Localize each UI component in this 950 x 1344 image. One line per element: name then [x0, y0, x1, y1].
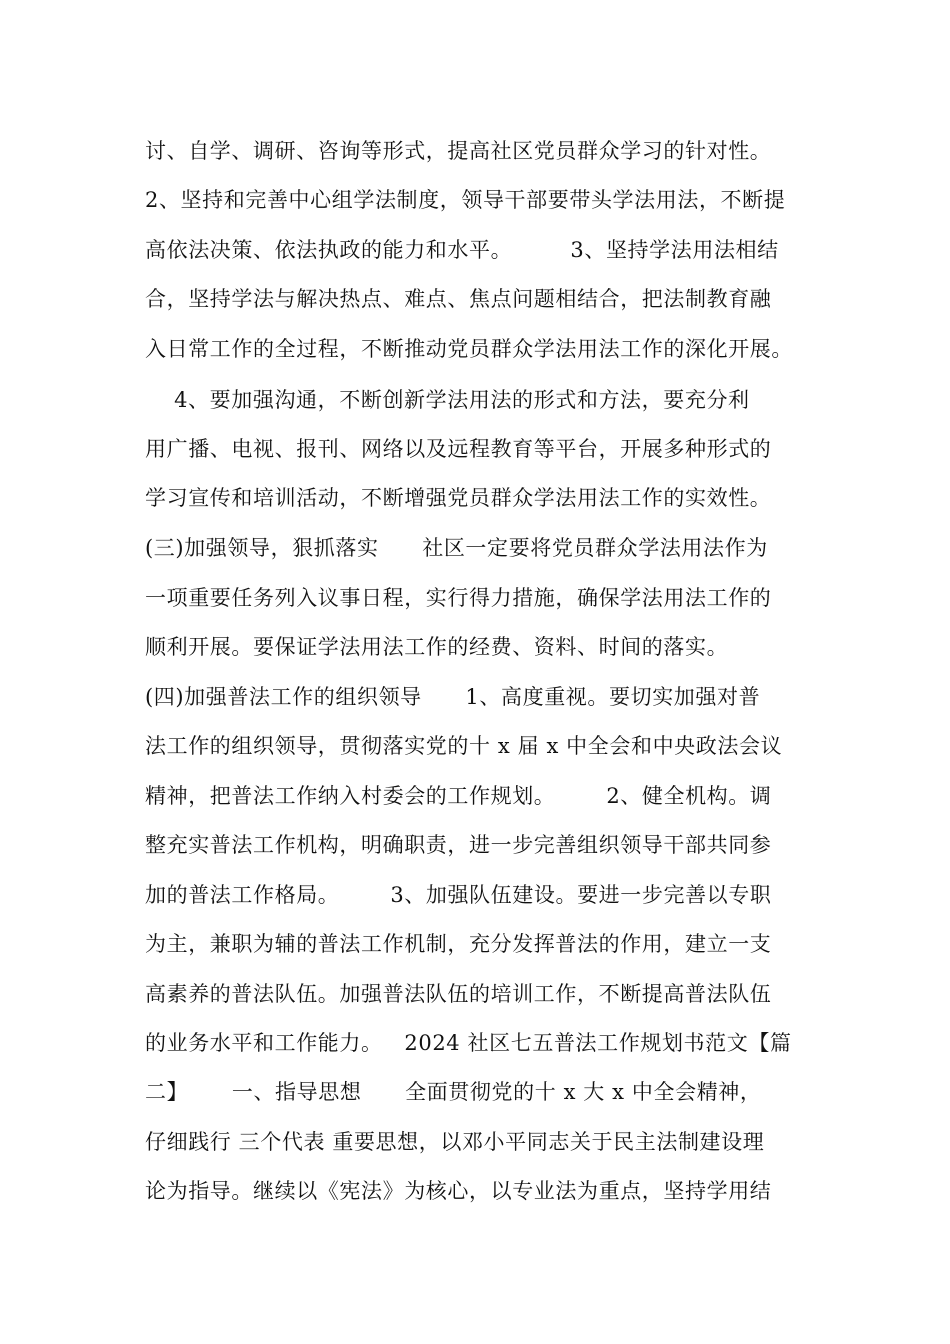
text-line: 二】 一、指导思想 全面贯彻党的十 x 大 x 中全会精神，: [145, 1080, 762, 1104]
text-line: (四)加强普法工作的组织领导 1、高度重视。要切实加强对普: [145, 685, 761, 709]
text-line: 高素养的普法队伍。加强普法队伍的培训工作，不断提高普法队伍: [145, 982, 772, 1006]
text-line: 仔细践行 三个代表 重要思想，以邓小平同志关于民主法制建设理: [145, 1130, 765, 1154]
text-line: 2、坚持和完善中心组学法制度，领导干部要带头学法用法，不断提: [145, 188, 786, 212]
text-line: 合，坚持学法与解决热点、难点、焦点问题相结合，把法制教育融: [145, 287, 772, 311]
text-line: 的业务水平和工作能力。 2024 社区七五普法工作规划书范文【篇: [145, 1031, 792, 1055]
text-line: 法工作的组织领导，贯彻落实党的十 x 届 x 中全会和中央政法会议: [145, 734, 783, 758]
text-line: (三)加强领导，狠抓落实 社区一定要将党员群众学法用法作为: [145, 536, 768, 560]
text-line: 论为指导。继续以《宪法》为核心，以专业法为重点，坚持学用结: [145, 1179, 772, 1203]
text-line: 顺利开展。要保证学法用法工作的经费、资料、时间的落实。: [145, 635, 729, 659]
text-line: 高依法决策、依法执政的能力和水平。 3、坚持学法用法相结: [145, 238, 779, 262]
text-line: 用广播、电视、报刊、网络以及远程教育等平台，开展多种形式的: [145, 437, 772, 461]
text-line: 为主，兼职为辅的普法工作机制，充分发挥普法的作用，建立一支: [145, 932, 772, 956]
text-line: 4、要加强沟通，不断创新学法用法的形式和方法，要充分利: [145, 388, 750, 412]
text-line: 入日常工作的全过程，不断推动党员群众学法用法工作的深化开展。: [145, 337, 793, 361]
text-line: 学习宣传和培训活动，不断增强党员群众学法用法工作的实效性。: [145, 486, 772, 510]
text-line: 整充实普法工作机构，明确职责，进一步完善组织领导干部共同参: [145, 833, 772, 857]
text-line: 加的普法工作格局。 3、加强队伍建设。要进一步完善以专职: [145, 883, 772, 907]
text-line: 一项重要任务列入议事日程，实行得力措施，确保学法用法工作的: [145, 586, 772, 610]
text-line: 讨、自学、调研、咨询等形式，提高社区党员群众学习的针对性。: [145, 139, 772, 163]
text-line: 精神，把普法工作纳入村委会的工作规划。 2、健全机构。调: [145, 784, 772, 808]
